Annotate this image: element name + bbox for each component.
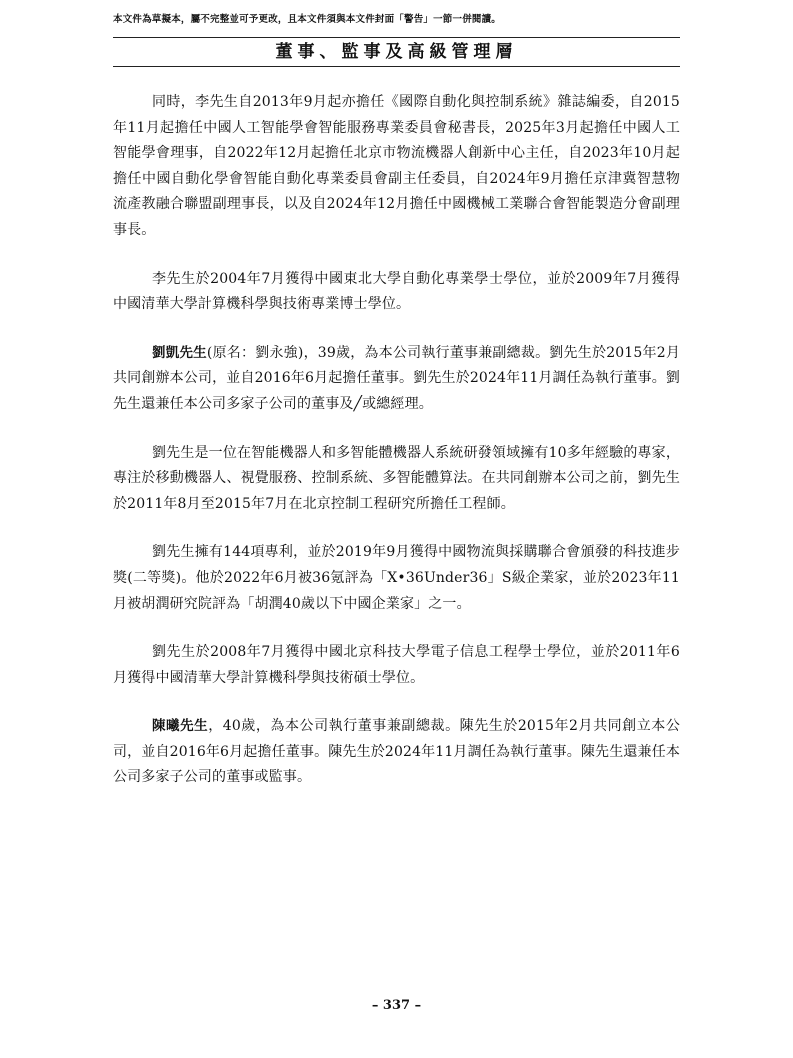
header-top-rule xyxy=(113,37,680,38)
paragraph-liu-experience xyxy=(113,441,680,518)
director-name: 陳曦先生 xyxy=(152,718,209,735)
paragraph-text: 李先生於2004年7月獲得中國東北大學自動化專業學士學位，並於2009年7月獲得中國清華大學計算機科學與技術專業博士學位。 xyxy=(113,270,680,313)
paragraph-text: 同時，李先生自2013年9月起亦擔任《國際自動化與控制系統》雜誌編委，自2015年11月起擔任中國人工智能學會智能服務專業委員會秘書長，2025年3月起擔任中國人工智能學會理事，自2022年12月起擔任北京市物流機器人創新中心主任，自2023年10月起擔任中國自動化學會智能自動化專業委員會副主任委員，自2024年9月擔任京津冀智慧物流產教融合聯盟副理事長，以及自2024年12月擔任中國機械工業聯合會智能製造分會副理事長。 xyxy=(113,94,680,238)
paragraph-text: 劉先生於2008年7月獲得中國北京科技大學電子信息工程學士學位，並於2011年6月獲得中國清華大學計算機科學與技術碩士學位。 xyxy=(113,644,680,686)
paragraph-text: 劉先生擁有144項專利，並於2019年9月獲得中國物流與採購聯合會頒發的科技進步獎(二等獎)。他於2022年6月被36氪評為「X•36Under36」S級企業家，並於2023年11月被胡潤研究院評為「胡潤40歲以下中國企業家」之一。 xyxy=(113,544,680,612)
header-bottom-rule xyxy=(113,66,680,67)
draft-disclaimer: 本文件為草擬本，屬不完整並可予更改，且本文件須與本文件封面「警告」一節一併閱讀。 xyxy=(113,14,502,25)
paragraph-chen-intro xyxy=(113,714,680,791)
section-title: 董事、監事及高級管理層 xyxy=(275,42,518,62)
paragraph-li-appointments xyxy=(113,90,680,244)
paragraph-text: ，40歲，為本公司執行董事兼副總裁。陳先生於2015年2月共同創立本公司，並自2016年6月起擔任董事。陳先生於2024年11月調任為執行董事。陳先生還兼任本公司多家子公司的董事或監事。 xyxy=(113,718,680,786)
paragraph-text: (原名：劉永強)，39歲，為本公司執行董事兼副總裁。劉先生於2015年2月共同創辦本公司，並自2016年6月起擔任董事。劉先生於2024年11月調任為執行董事。劉先生還兼任本公司多家子公司的董事及╱或總經理。 xyxy=(113,344,680,412)
paragraph-li-education xyxy=(113,267,680,318)
page-number: – 337 – xyxy=(371,998,422,1013)
document-body xyxy=(113,90,680,814)
paragraph-liu-education xyxy=(113,640,680,691)
paragraph-text: 劉先生是一位在智能機器人和多智能體機器人系統研發領域擁有10多年經驗的專家，專注於移動機器人、視覺服務、控制系統、多智能體算法。在共同創辦本公司之前，劉先生於2011年8月至2015年7月在北京控制工程研究所擔任工程師。 xyxy=(113,444,680,512)
paragraph-liu-intro xyxy=(113,341,680,418)
director-name: 劉凱先生 xyxy=(152,344,207,361)
paragraph-liu-patents-awards xyxy=(113,540,680,617)
